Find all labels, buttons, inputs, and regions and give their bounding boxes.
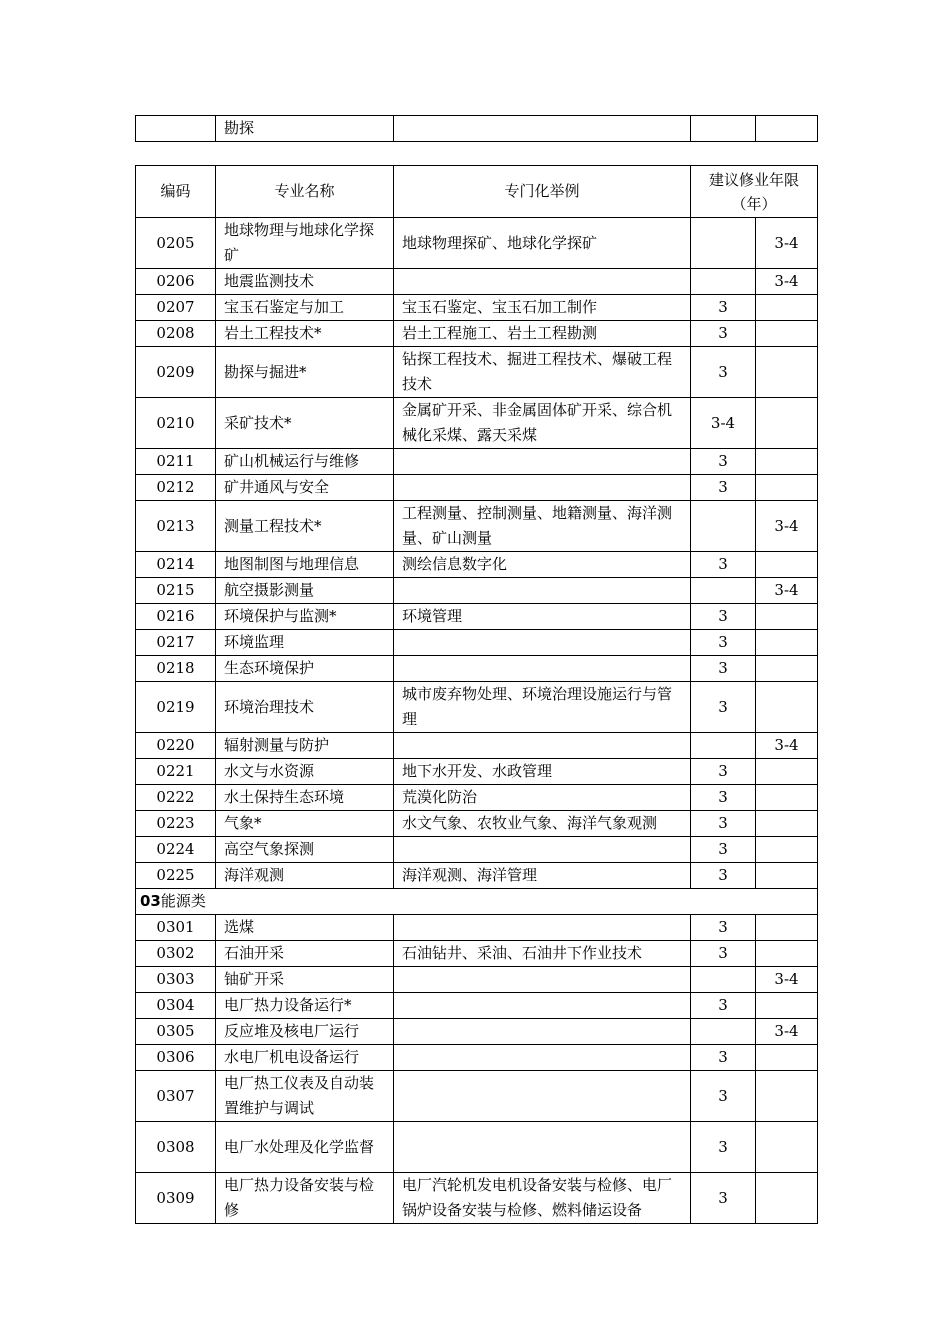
cell-years-a: 3 — [691, 915, 756, 941]
cell-major-name: 地震监测技术 — [216, 269, 394, 295]
cell-years-b — [756, 682, 818, 733]
table-header-row — [136, 166, 818, 218]
majors-table — [135, 165, 818, 1224]
cell-code: 0302 — [136, 941, 216, 967]
cell-code: 0218 — [136, 656, 216, 682]
cell-years-b — [756, 116, 818, 142]
cell-years-b — [756, 1173, 818, 1224]
cell-major-name: 气象* — [216, 811, 394, 837]
cell-major-name: 反应堆及核电厂运行 — [216, 1019, 394, 1045]
cell-years-b: 3-4 — [756, 501, 818, 552]
cell-code: 0303 — [136, 967, 216, 993]
cell-years-b — [756, 398, 818, 449]
cell-code: 0306 — [136, 1045, 216, 1071]
cell-example — [394, 475, 691, 501]
cell-major-name: 勘探 — [216, 116, 394, 142]
table-row — [136, 218, 818, 269]
cell-major-name: 选煤 — [216, 915, 394, 941]
cell-code: 0219 — [136, 682, 216, 733]
header-code: 编码 — [136, 166, 216, 218]
cell-years-a: 3 — [691, 604, 756, 630]
cell-example — [394, 733, 691, 759]
cell-major-name: 矿井通风与安全 — [216, 475, 394, 501]
table-row — [136, 630, 818, 656]
table-row — [136, 116, 818, 142]
cell-years-b — [756, 837, 818, 863]
cell-example — [394, 116, 691, 142]
cell-years-b — [756, 449, 818, 475]
rows-group-03 — [136, 915, 818, 1224]
cell-code: 0205 — [136, 218, 216, 269]
cell-years-b — [756, 604, 818, 630]
cell-years-b — [756, 759, 818, 785]
header-example: 专门化举例 — [394, 166, 691, 218]
cell-major-name: 高空气象探测 — [216, 837, 394, 863]
cell-years-a: 3 — [691, 785, 756, 811]
cell-years-a: 3 — [691, 759, 756, 785]
cell-years-a: 3 — [691, 321, 756, 347]
cell-major-name: 海洋观测 — [216, 863, 394, 889]
cell-code: 0208 — [136, 321, 216, 347]
cell-years-a — [691, 733, 756, 759]
cell-example: 环境管理 — [394, 604, 691, 630]
table-row — [136, 552, 818, 578]
cell-code: 0213 — [136, 501, 216, 552]
cell-years-a: 3 — [691, 811, 756, 837]
cell-years-a — [691, 116, 756, 142]
cell-example: 电厂汽轮机发电机设备安装与检修、电厂锅炉设备安装与检修、燃料储运设备 — [394, 1173, 691, 1224]
cell-years-b — [756, 295, 818, 321]
category-row — [136, 889, 818, 915]
cell-years-a: 3 — [691, 682, 756, 733]
cell-example: 石油钻井、采油、石油井下作业技术 — [394, 941, 691, 967]
cell-example — [394, 1122, 691, 1173]
table-row — [136, 578, 818, 604]
cell-years-a — [691, 1019, 756, 1045]
cell-major-name: 水土保持生态环境 — [216, 785, 394, 811]
category-label: 能源类 — [160, 892, 206, 910]
cell-example: 测绘信息数字化 — [394, 552, 691, 578]
cell-example: 海洋观测、海洋管理 — [394, 863, 691, 889]
cell-years-a — [691, 578, 756, 604]
cell-years-b — [756, 552, 818, 578]
header-major-name: 专业名称 — [216, 166, 394, 218]
cell-example — [394, 1019, 691, 1045]
cell-code: 0304 — [136, 993, 216, 1019]
table-row — [136, 811, 818, 837]
cell-years-b — [756, 993, 818, 1019]
cell-example — [394, 967, 691, 993]
cell-major-name: 矿山机械运行与维修 — [216, 449, 394, 475]
cell-code: 0305 — [136, 1019, 216, 1045]
cell-years-b: 3-4 — [756, 269, 818, 295]
cell-years-a: 3 — [691, 993, 756, 1019]
cell-years-b — [756, 1122, 818, 1173]
table-row — [136, 269, 818, 295]
cell-major-name: 地球物理与地球化学探矿 — [216, 218, 394, 269]
cell-major-name: 电厂水处理及化学监督 — [216, 1122, 394, 1173]
cell-major-name: 电厂热力设备安装与检修 — [216, 1173, 394, 1224]
category-row-group — [136, 889, 818, 915]
cell-years-a: 3-4 — [691, 398, 756, 449]
table-row — [136, 449, 818, 475]
cell-example: 岩土工程施工、岩土工程勘测 — [394, 321, 691, 347]
cell-years-b — [756, 1071, 818, 1122]
cell-years-a: 3 — [691, 295, 756, 321]
cell-years-b: 3-4 — [756, 1019, 818, 1045]
cell-example — [394, 837, 691, 863]
cell-years-a: 3 — [691, 1071, 756, 1122]
cell-example — [394, 630, 691, 656]
table-row — [136, 347, 818, 398]
table-row — [136, 785, 818, 811]
cell-example — [394, 993, 691, 1019]
cell-years-b: 3-4 — [756, 578, 818, 604]
cell-years-b — [756, 811, 818, 837]
cell-code: 0212 — [136, 475, 216, 501]
cell-code: 0211 — [136, 449, 216, 475]
cell-years-a — [691, 218, 756, 269]
rows-group-02 — [136, 218, 818, 889]
cell-code: 0309 — [136, 1173, 216, 1224]
cell-major-name: 宝玉石鉴定与加工 — [216, 295, 394, 321]
cell-code: 0224 — [136, 837, 216, 863]
table-row — [136, 604, 818, 630]
cell-major-name: 地图制图与地理信息 — [216, 552, 394, 578]
cell-example: 地球物理探矿、地球化学探矿 — [394, 218, 691, 269]
cell-example — [394, 1071, 691, 1122]
table-row — [136, 1071, 818, 1122]
cell-example: 城市废弃物处理、环境治理设施运行与管理 — [394, 682, 691, 733]
cell-major-name: 辐射测量与防护 — [216, 733, 394, 759]
table-row — [136, 295, 818, 321]
cell-years-b: 3-4 — [756, 218, 818, 269]
table-row — [136, 1122, 818, 1173]
cell-years-b — [756, 915, 818, 941]
cell-years-b — [756, 941, 818, 967]
cell-years-a: 3 — [691, 630, 756, 656]
table-row — [136, 1019, 818, 1045]
category-number: 03 — [140, 892, 161, 910]
table-row — [136, 1173, 818, 1224]
cell-years-a: 3 — [691, 656, 756, 682]
cell-example: 水文气象、农牧业气象、海洋气象观测 — [394, 811, 691, 837]
cell-major-name: 生态环境保护 — [216, 656, 394, 682]
cell-major-name: 测量工程技术* — [216, 501, 394, 552]
table-row — [136, 759, 818, 785]
cell-years-b — [756, 630, 818, 656]
table-row — [136, 915, 818, 941]
cell-example: 金属矿开采、非金属固体矿开采、综合机械化采煤、露天采煤 — [394, 398, 691, 449]
cell-years-a: 3 — [691, 941, 756, 967]
cell-example: 荒漠化防治 — [394, 785, 691, 811]
cell-years-a: 3 — [691, 347, 756, 398]
cell-example — [394, 578, 691, 604]
table-row — [136, 967, 818, 993]
cell-years-a — [691, 967, 756, 993]
cell-years-a: 3 — [691, 1173, 756, 1224]
cell-major-name: 环境治理技术 — [216, 682, 394, 733]
cell-example: 钻探工程技术、掘进工程技术、爆破工程技术 — [394, 347, 691, 398]
table-row — [136, 733, 818, 759]
table-row — [136, 863, 818, 889]
cell-years-b — [756, 347, 818, 398]
table-row — [136, 321, 818, 347]
category-heading — [136, 889, 818, 915]
cell-code: 0223 — [136, 811, 216, 837]
cell-years-a: 3 — [691, 449, 756, 475]
cell-major-name: 环境保护与监测* — [216, 604, 394, 630]
table-row — [136, 682, 818, 733]
cell-example — [394, 269, 691, 295]
cell-code: 0207 — [136, 295, 216, 321]
cell-code: 0210 — [136, 398, 216, 449]
cell-major-name: 铀矿开采 — [216, 967, 394, 993]
cell-example — [394, 656, 691, 682]
cell-years-b — [756, 321, 818, 347]
cell-years-a — [691, 269, 756, 295]
cell-major-name: 电厂热力设备运行* — [216, 993, 394, 1019]
table-row — [136, 501, 818, 552]
cell-major-name: 水文与水资源 — [216, 759, 394, 785]
cell-major-name: 石油开采 — [216, 941, 394, 967]
cell-code: 0217 — [136, 630, 216, 656]
cell-code: 0216 — [136, 604, 216, 630]
cell-example: 宝玉石鉴定、宝玉石加工制作 — [394, 295, 691, 321]
cell-code: 0221 — [136, 759, 216, 785]
header-years: 建议修业年限（年） — [691, 166, 818, 218]
table-row — [136, 837, 818, 863]
table-row — [136, 941, 818, 967]
cell-years-b — [756, 1045, 818, 1071]
cell-years-b: 3-4 — [756, 733, 818, 759]
cell-code: 0222 — [136, 785, 216, 811]
cell-example: 地下水开发、水政管理 — [394, 759, 691, 785]
cell-years-a: 3 — [691, 475, 756, 501]
table-row — [136, 398, 818, 449]
cell-code: 0225 — [136, 863, 216, 889]
cell-years-b — [756, 656, 818, 682]
cell-major-name: 航空摄影测量 — [216, 578, 394, 604]
table-row — [136, 475, 818, 501]
cell-code: 0220 — [136, 733, 216, 759]
cell-code: 0214 — [136, 552, 216, 578]
cell-years-a: 3 — [691, 863, 756, 889]
cell-years-a: 3 — [691, 552, 756, 578]
cell-major-name: 水电厂机电设备运行 — [216, 1045, 394, 1071]
cell-code: 0209 — [136, 347, 216, 398]
cell-example — [394, 1045, 691, 1071]
cell-code: 0308 — [136, 1122, 216, 1173]
cell-years-b — [756, 863, 818, 889]
cell-code: 0307 — [136, 1071, 216, 1122]
cell-major-name: 采矿技术* — [216, 398, 394, 449]
table-row — [136, 993, 818, 1019]
cell-major-name: 电厂热工仪表及自动装置维护与调试 — [216, 1071, 394, 1122]
cell-major-name: 岩土工程技术* — [216, 321, 394, 347]
cell-code — [136, 116, 216, 142]
cell-years-a: 3 — [691, 1045, 756, 1071]
table-row — [136, 1045, 818, 1071]
cell-years-a: 3 — [691, 1122, 756, 1173]
continuation-table — [135, 115, 818, 142]
cell-code: 0215 — [136, 578, 216, 604]
cell-example: 工程测量、控制测量、地籍测量、海洋测量、矿山测量 — [394, 501, 691, 552]
cell-code: 0301 — [136, 915, 216, 941]
cell-years-a: 3 — [691, 837, 756, 863]
cell-major-name: 勘探与掘进* — [216, 347, 394, 398]
cell-years-a — [691, 501, 756, 552]
cell-years-b — [756, 785, 818, 811]
cell-code: 0206 — [136, 269, 216, 295]
cell-example — [394, 449, 691, 475]
cell-years-b: 3-4 — [756, 967, 818, 993]
table-row — [136, 656, 818, 682]
cell-example — [394, 915, 691, 941]
cell-years-b — [756, 475, 818, 501]
cell-major-name: 环境监理 — [216, 630, 394, 656]
